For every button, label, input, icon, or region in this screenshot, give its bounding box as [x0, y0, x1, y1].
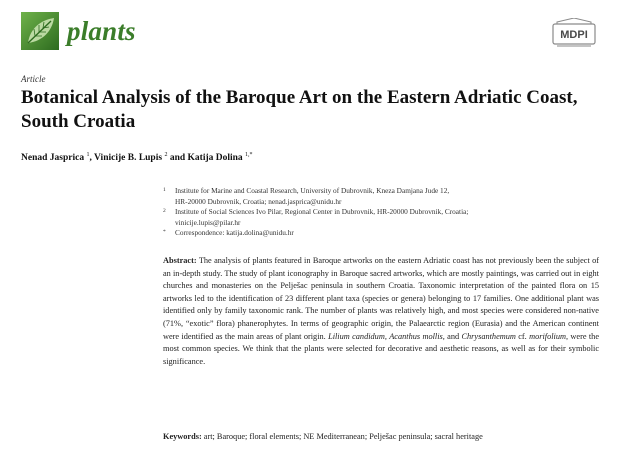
species-name: Acanthus mollis: [389, 331, 443, 341]
author-affiliation-mark: 1,*: [245, 152, 253, 158]
article-title: Botanical Analysis of the Baroque Art on the Eastern Adriatic Coast, South Croatia: [21, 87, 578, 132]
journal-header: [21, 12, 599, 52]
affiliation-line: Institute for Marine and Coastal Research, University of Dubrovnik, Kneza Damjana Jude 12,: [175, 186, 450, 195]
publisher-name: MDPI: [560, 29, 588, 41]
species-name: morifolium: [529, 331, 566, 341]
author-separator: and: [167, 153, 188, 164]
affiliation-list: [163, 186, 583, 239]
species-name: Chrysanthemum: [461, 331, 516, 341]
correspondence-item: [163, 228, 583, 239]
affiliation-line: vinicije.lupis@pilar.hr: [175, 217, 241, 227]
species-name: Lilium candidum: [328, 331, 385, 341]
affiliation-line: Institute of Social Sciences Ivo Pilar, Regional Center in Dubrovnik, HR-20000 Dubrovnik, Croatia;: [175, 207, 469, 216]
affiliation-line: HR-20000 Dubrovnik, Croatia; nenad.jasprica@unidu.hr: [175, 196, 342, 206]
abstract-text: cf.: [515, 331, 530, 341]
leaf-logo-icon: [21, 12, 59, 50]
article-type: Article: [21, 74, 46, 84]
keywords-text: art; Baroque; floral elements; NE Mediterranean; Pelješac peninsula; sacral heritage: [201, 432, 483, 441]
abstract: [163, 255, 599, 368]
journal-name[interactable]: plants: [67, 16, 136, 46]
keywords: [163, 432, 599, 441]
author-name[interactable]: Katija Dolina: [187, 153, 243, 164]
abstract-text: , were the most common species. We think that the plants were selected for decorative and aesthetic reasons, as well as for their symbolic significance.: [163, 331, 600, 366]
abstract-text: The analysis of plants featured in Baroque artworks on the eastern Adriatic coast has not previously been the subject of an in-depth study. The study of plant iconography in Baroque sacred artworks, which are mostly paintings, was carried out in eight churches and monasteries on the Pelješac peninsula in southern Croatia. Taxonomic interpretation of the painted flora on 15 artworks led to the identification of 23 different plant taxa (species or genera) belonging to 17 families. One additional plant was identified only by family taxonomic rank. The number of plants was relatively high, and most species were considered non-native (71%, “exotic” flora) phanerophytes. In terms of geographic origin, the Palaearctic region (Eurasia) and the American continent were identified as the main areas of plant origin.: [163, 256, 599, 341]
author-affiliation-mark: 2: [164, 152, 168, 158]
affiliation-item: [163, 207, 583, 228]
affiliation-mark: *: [163, 229, 166, 235]
author-separator: ,: [89, 153, 95, 164]
correspondence-line: Correspondence: katija.dolina@unidu.hr: [175, 228, 294, 237]
mdpi-logo-icon[interactable]: [549, 18, 599, 48]
affiliation-mark: 1: [163, 187, 166, 193]
keywords-label: Keywords:: [163, 432, 202, 441]
author-name[interactable]: Nenad Jasprica: [21, 153, 85, 164]
abstract-label: Abstract:: [163, 256, 197, 265]
abstract-text: ,: [384, 331, 390, 341]
affiliation-item: [163, 186, 583, 207]
author-name[interactable]: Vinicije B. Lupis: [94, 153, 163, 164]
author-affiliation-mark: 1: [86, 152, 90, 158]
abstract-text: , and: [442, 331, 462, 341]
author-list: [21, 152, 601, 163]
affiliation-mark: 2: [163, 208, 166, 214]
